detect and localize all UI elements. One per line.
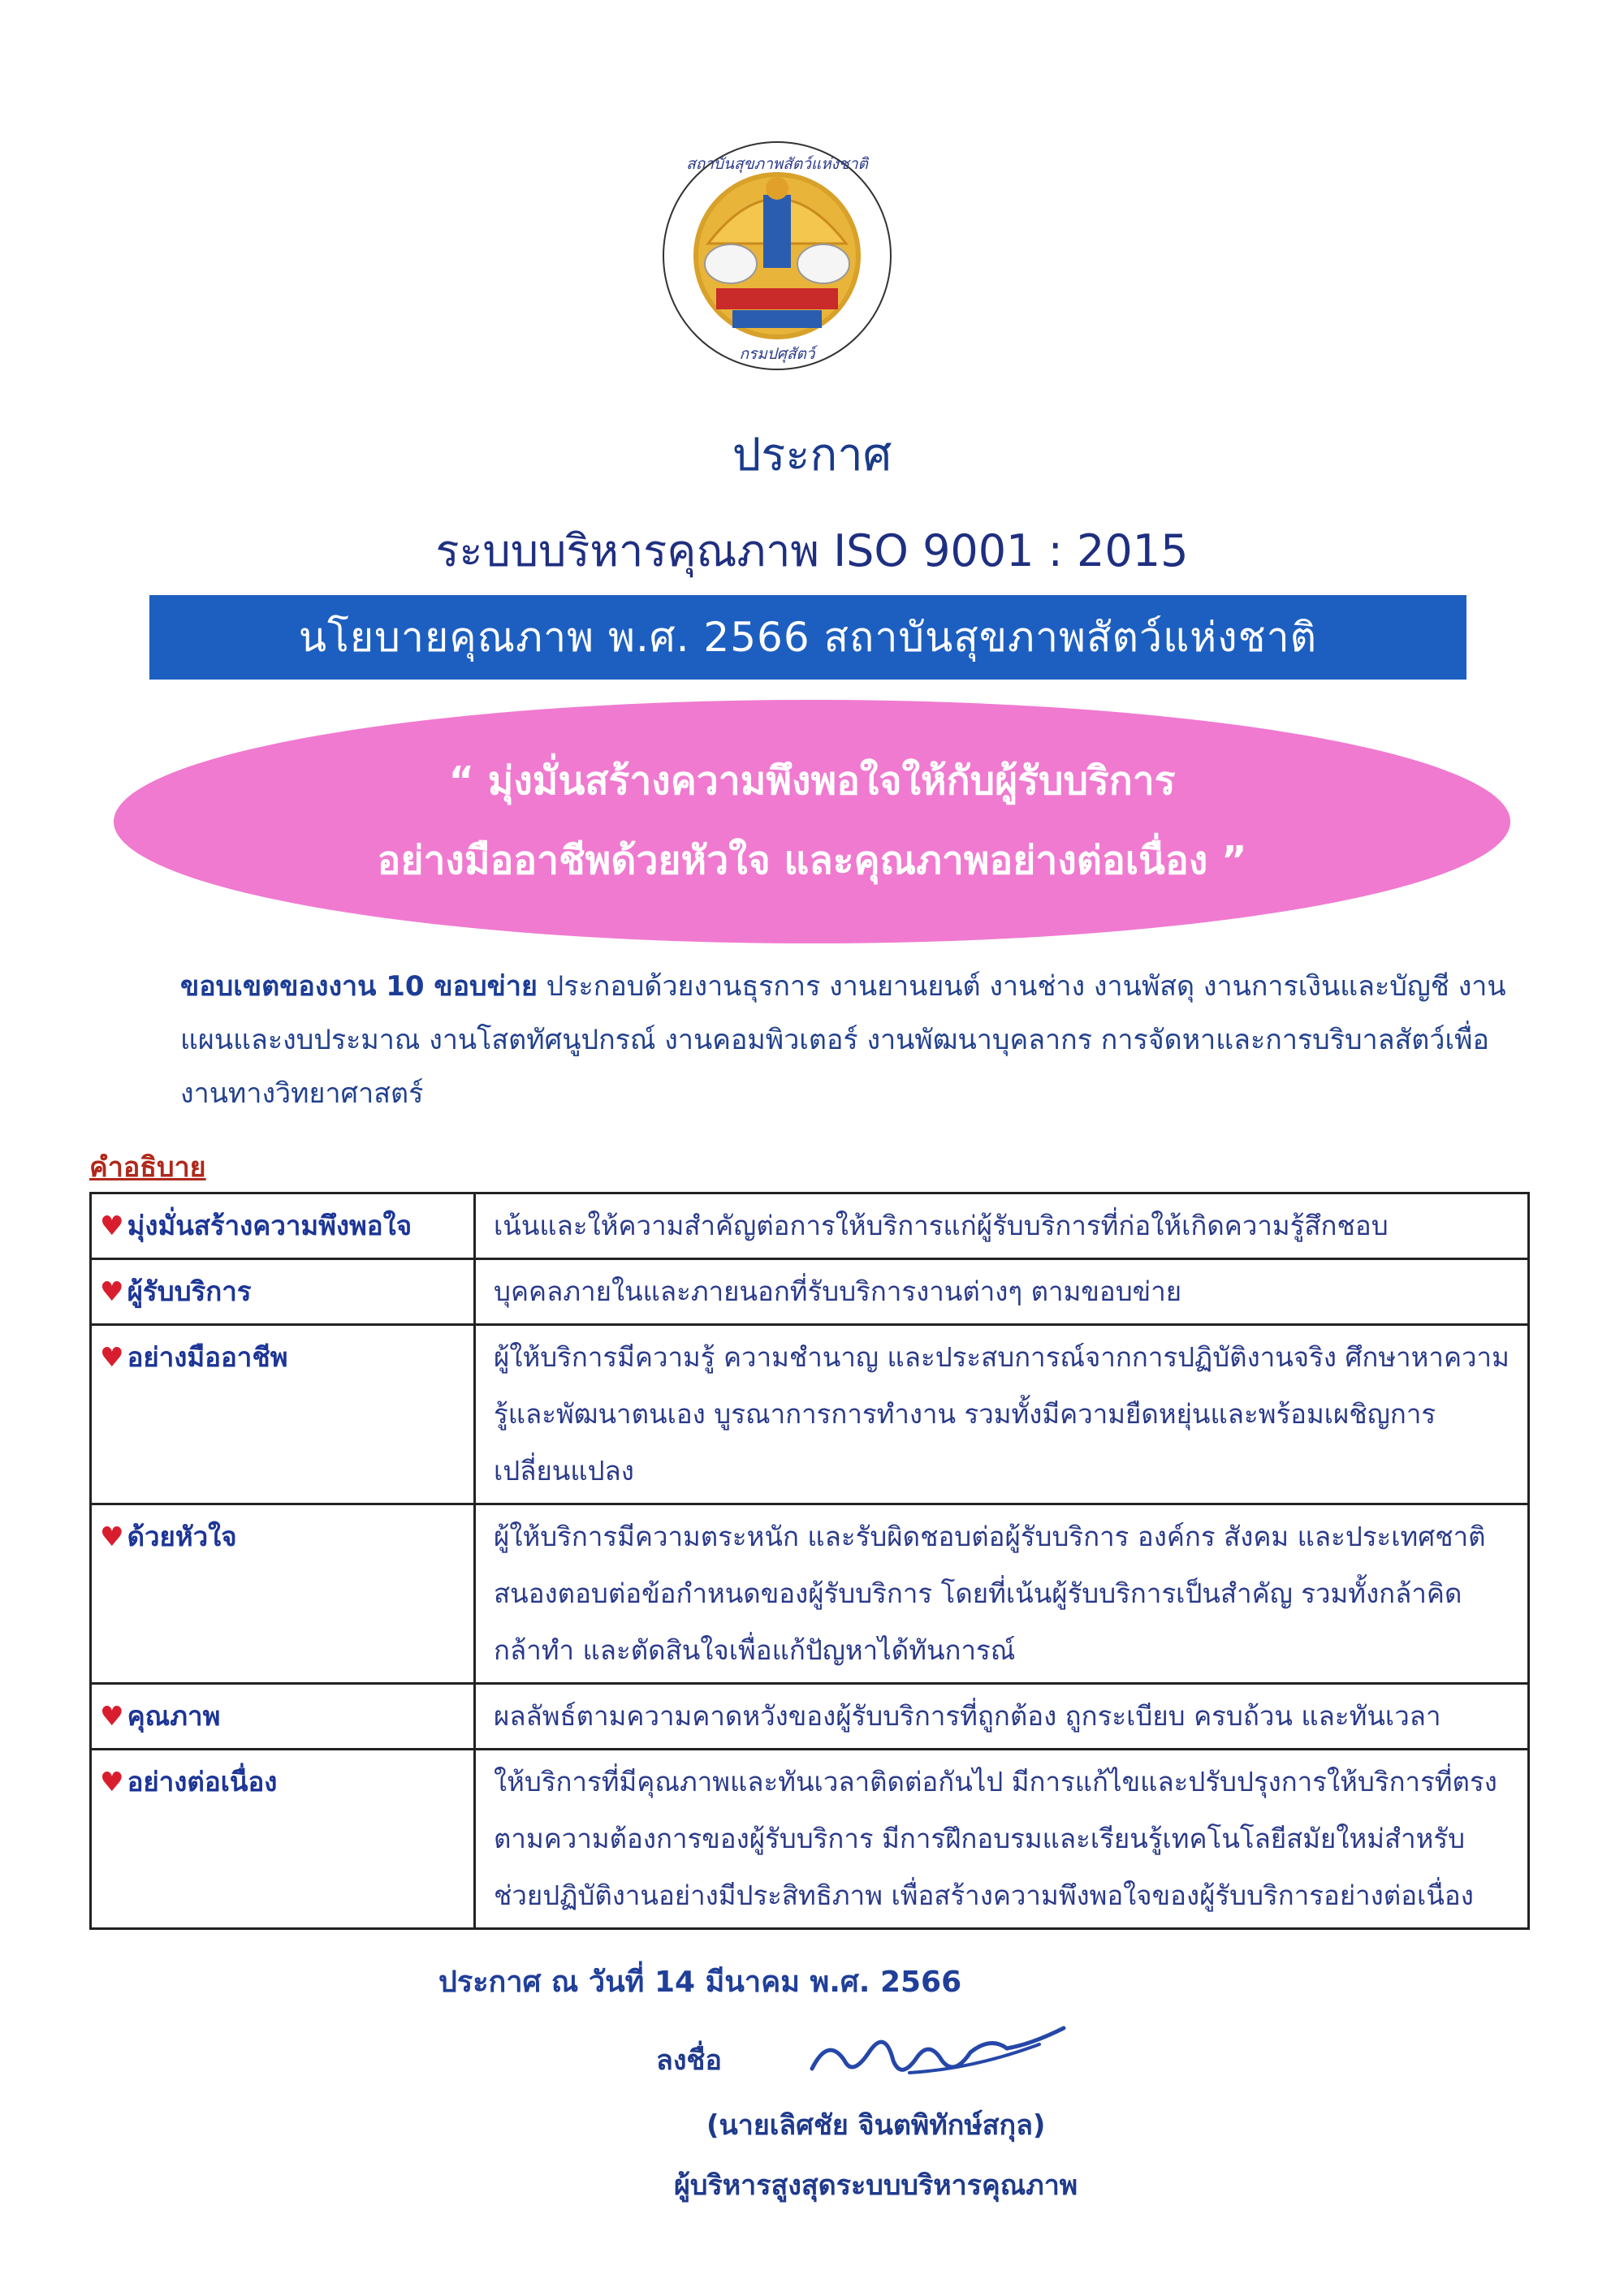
term-label: อย่างต่อเนื่อง	[127, 1766, 278, 1798]
table-row	[91, 1259, 1529, 1325]
announcement-date: ประกาศ ณ วันที่ 14 มีนาคม พ.ศ. 2566	[438, 1966, 962, 1999]
scope-text: ประกอบด้วยงานธุรการ งานยานยนต์ งานช่าง งานพัสดุ งานการเงินและบัญชี งานแผนและงบประมาณ งานโสตทัศนูปกรณ์ งานคอมพิวเตอร์ งานพัฒนาบุคลากร การจัดหาและการบริบาลสัตว์เพื่องานทางวิทยาศาสตร์	[180, 970, 1506, 1110]
definition-cell: ผลลัพธ์ตามความคาดหวังของผู้รับบริการที่ถูกต้อง ถูกระเบียบ ครบถ้วน และทันเวลา	[475, 1684, 1529, 1750]
definition-cell: ผู้ให้บริการมีความรู้ ความชำนาญ และประสบการณ์จากการปฏิบัติงานจริง ศึกษาหาความรู้และพัฒนาตนเอง บูรณาการการทำงาน รวมทั้งมีความยืดหยุ่นและพร้อมเผชิญการเปลี่ยนแปลง	[475, 1325, 1529, 1504]
system-subtitle: ระบบบริหารคุณภาพ ISO 9001 : 2015	[435, 525, 1189, 576]
heart-icon: ♥	[100, 1766, 124, 1798]
definitions-heading: คำอธิบาย	[89, 1151, 206, 1184]
term-cell	[91, 1259, 475, 1325]
heart-icon: ♥	[100, 1341, 124, 1373]
definition-cell: เน้นและให้ความสำคัญต่อการให้บริการแก่ผู้รับบริการที่ก่อให้เกิดความรู้สึกชอบ	[475, 1193, 1529, 1259]
term-cell	[91, 1325, 475, 1504]
motto-line-2: อย่างมืออาชีพด้วยหัวใจ และคุณภาพอย่างต่อเนื่อง ”	[377, 838, 1247, 883]
table-row	[91, 1504, 1529, 1684]
definition-cell: ผู้ให้บริการมีความตระหนัก และรับผิดชอบต่อผู้รับบริการ องค์กร สังคม และประเทศชาติ สนองตอบต่อข้อกำหนดของผู้รับบริการ โดยที่เน้นผู้รับบริการเป็นสำคัญ รวมทั้งกล้าคิดกล้าทำ และตัดสินใจเพื่อแก้ปัญหาได้ทันการณ์	[475, 1504, 1529, 1684]
heart-icon: ♥	[100, 1210, 124, 1241]
heart-icon: ♥	[100, 1700, 124, 1732]
motto-ellipse	[114, 700, 1510, 943]
term-label: ผู้รับบริการ	[127, 1275, 252, 1307]
definition-cell: บุคคลภายในและภายนอกที่รับบริการงานต่างๆ ตามขอบข่าย	[475, 1259, 1529, 1325]
term-cell	[91, 1750, 475, 1929]
term-label: อย่างมืออาชีพ	[127, 1341, 288, 1373]
term-cell	[91, 1193, 475, 1259]
term-label: คุณภาพ	[127, 1700, 221, 1732]
scope-paragraph	[180, 960, 1528, 1120]
table-row	[91, 1684, 1529, 1750]
heart-icon: ♥	[100, 1275, 124, 1307]
logo-bottom-text: กรมปศุสัตว์	[739, 345, 815, 363]
term-label: มุ่งมั่นสร้างความพึงพอใจ	[127, 1210, 412, 1241]
scope-label: ขอบเขตของงาน 10 ขอบข่าย	[180, 970, 538, 1003]
term-cell	[91, 1504, 475, 1684]
signer-name: (นายเลิศชัย จินตพิทักษ์สกุล)	[706, 2109, 1046, 2142]
heart-icon: ♥	[100, 1521, 124, 1552]
page-title: ประกาศ	[732, 429, 892, 481]
policy-banner: นโยบายคุณภาพ พ.ศ. 2566 สถาบันสุขภาพสัตว์แห่งชาติ	[149, 595, 1466, 680]
definition-cell: ให้บริการที่มีคุณภาพและทันเวลาติดต่อกันไป มีการแก้ไขและปรับปรุงการให้บริการที่ตรงตามความต้องการของผู้รับบริการ มีการฝึกอบรมและเรียนรู้เทคโนโลยีสมัยใหม่สำหรับช่วยปฏิบัติงานอย่างมีประสิทธิภาพ เพื่อสร้างความพึงพอใจของผู้รับบริการอย่างต่อเนื่อง	[475, 1750, 1529, 1929]
table-row	[91, 1750, 1529, 1929]
motto-line-1: “ มุ่งมั่นสร้างความพึงพอใจให้กับผู้รับบริการ	[448, 758, 1176, 804]
term-cell	[91, 1684, 475, 1750]
sign-label: ลงชื่อ	[656, 2044, 722, 2077]
table-row	[91, 1325, 1529, 1504]
handwritten-signature	[796, 2012, 1080, 2101]
signer-position: ผู้บริหารสูงสุดระบบบริหารคุณภาพ	[674, 2169, 1078, 2202]
term-label: ด้วยหัวใจ	[127, 1521, 237, 1552]
logo-top-text: สถาบันสุขภาพสัตว์แห่งชาติ	[686, 155, 868, 173]
table-row	[91, 1193, 1529, 1259]
institute-logo	[659, 122, 895, 406]
definitions-table	[89, 1192, 1530, 1930]
